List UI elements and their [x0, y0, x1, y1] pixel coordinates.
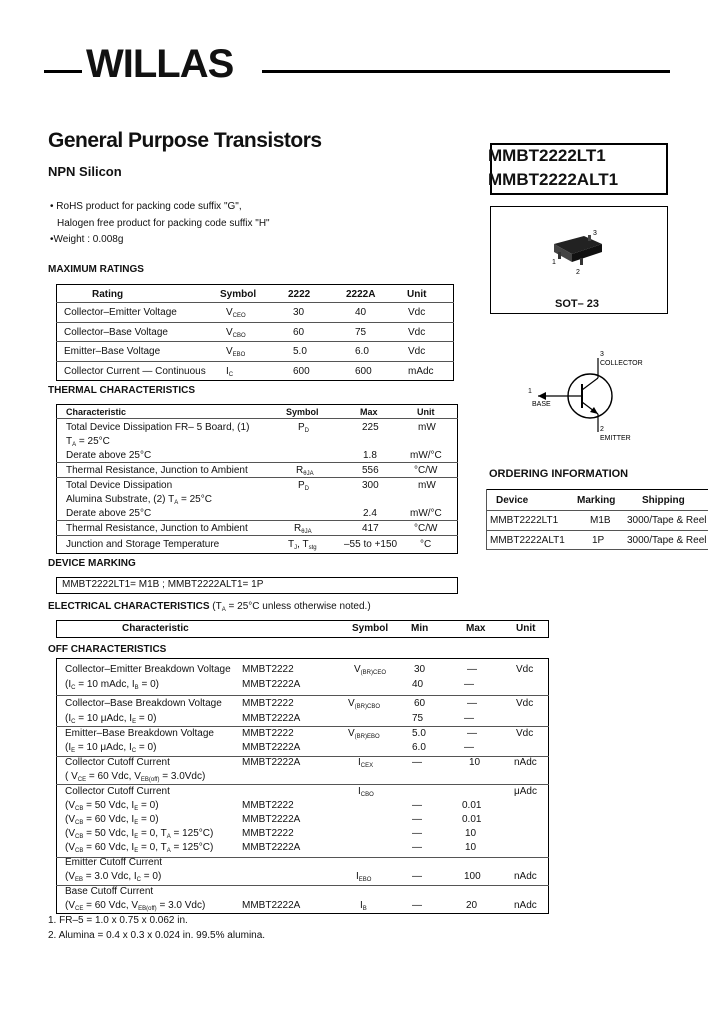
ord-row2-device: MMBT2222ALT1	[490, 535, 565, 546]
el-cell: nAdc	[514, 757, 537, 768]
el-cell: Emitter Cutoff Current	[65, 857, 163, 868]
el-cell: —	[412, 757, 422, 768]
part-number-2: MMBT2222ALT1	[488, 170, 619, 189]
mr-line	[56, 341, 454, 342]
ord-row1-device: MMBT2222LT1	[490, 515, 559, 526]
th-r1-sym: $P_D$	[298, 422, 310, 434]
th-r3c: Derate above 25°C	[66, 508, 152, 519]
el-cell: 5.0	[412, 728, 426, 739]
el-cell: ($I_C = 10$ mAdc, $I_B = 0$)	[65, 679, 159, 691]
device-marking-heading: DEVICE MARKING	[48, 558, 136, 569]
th-r5-sym: $T_J$, $T_{stg}$	[288, 539, 317, 551]
el-cell: —	[412, 814, 422, 825]
th-r2: Thermal Resistance, Junction to Ambient	[66, 465, 248, 476]
el-cell: —	[412, 800, 422, 811]
el-cell: MMBT2222	[242, 800, 294, 811]
mr-header-symbol: Symbol	[220, 289, 257, 300]
el-cell: ( $V_{CE} = 60$ Vdc, $V_{EB(off)} = 3.0Vdc$)	[65, 771, 206, 783]
el-cell: 10	[465, 842, 477, 853]
thermal-heading: THERMAL CHARACTERISTICS	[48, 385, 196, 396]
el-cell: ($V_{CE} = 60$ Vdc, $V_{EB(off)} = 3.0$ Vdc)	[65, 900, 206, 912]
el-cell: ($V_{CB} = 60$ Vdc, $I_E = 0$, $T_A = 125^\circ C$)	[65, 842, 214, 854]
el-header-max: Max	[466, 623, 486, 634]
header-rule-left	[44, 70, 82, 73]
ord-row2-shipping: 3000/Tape & Reel	[627, 535, 707, 546]
el-cell: ($I_E = 10$ μAdc, $I_C = 0$)	[65, 742, 157, 754]
mr-header-2222a: 2222A	[346, 289, 376, 300]
th-r1-unit2: mW/°C	[410, 450, 442, 461]
th-header-char: Characteristic	[66, 407, 127, 417]
mr-symbol: $I_C$	[226, 366, 234, 378]
el-cell: —	[467, 728, 477, 739]
el-cell: —	[412, 842, 422, 853]
mr-value-2222: 600	[293, 366, 310, 377]
el-cell: ($V_{CB} = 50$ Vdc, $I_E = 0$)	[65, 800, 159, 812]
th-line	[56, 477, 458, 478]
npn-transistor-schematic-icon	[530, 348, 670, 446]
ord-row2-marking: 1P	[592, 535, 605, 546]
mr-line	[56, 302, 454, 303]
el-line	[56, 784, 549, 785]
mr-rating: Collector–Emitter Voltage	[64, 307, 177, 318]
ord-line	[486, 489, 708, 490]
el-cell: 75	[412, 713, 424, 724]
el-cell: 10	[469, 757, 481, 768]
el-cell: —	[464, 713, 474, 724]
el-cell: 60	[414, 698, 426, 709]
el-cell: MMBT2222A	[242, 713, 301, 724]
el-cell: ($V_{EB} = 3.0$ Vdc, $I_C = 0$)	[65, 871, 162, 883]
max-ratings-heading: MAXIMUM RATINGS	[48, 264, 144, 275]
ord-line	[486, 510, 708, 511]
th-r4-max: 417	[362, 523, 379, 534]
note-2: 2. Alumina = 0.4 x 0.3 x 0.024 in. 99.5% alumina.	[48, 930, 266, 941]
mr-rating: Collector Current — Continuous	[64, 366, 206, 377]
el-cell: 20	[466, 900, 478, 911]
mr-header-unit: Unit	[407, 289, 427, 300]
el-cell: 40	[412, 679, 424, 690]
el-cell: Base Cutoff Current	[65, 886, 154, 897]
mr-symbol: $V_{CEO}$	[226, 307, 246, 319]
el-cell: ($V_{CB} = 60$ Vdc, $I_E = 0$)	[65, 814, 159, 826]
package-label: SOT– 23	[555, 298, 600, 310]
el-cell: —	[412, 900, 422, 911]
th-header-symbol: Symbol	[286, 407, 319, 417]
mr-header-rating: Rating	[92, 289, 124, 300]
el-cell: MMBT2222A	[242, 742, 301, 753]
th-r2-unit: °C/W	[414, 465, 438, 476]
el-cell: MMBT2222	[242, 664, 294, 675]
el-line	[56, 695, 549, 696]
page-subtitle: NPN Silicon	[48, 164, 122, 179]
el-cell: ($V_{CB} = 50$ Vdc, $I_E = 0$, $T_A = 125^\circ C$)	[65, 828, 214, 840]
th-line	[56, 520, 458, 521]
device-marking-text: MMBT2222LT1= M1B ; MMBT2222ALT1= 1P	[62, 579, 264, 590]
el-cell: 10	[465, 828, 477, 839]
part-number-1: MMBT2222LT1	[488, 146, 606, 165]
th-r2-max: 556	[362, 465, 379, 476]
mr-value-2222a: 600	[355, 366, 372, 377]
note-1: 1. FR–5 = 1.0 x 0.75 x 0.062 in.	[48, 915, 188, 926]
el-cell: MMBT2222	[242, 698, 294, 709]
el-cell: —	[464, 679, 474, 690]
svg-text:COLLECTOR: COLLECTOR	[600, 360, 643, 367]
th-r3-unit: mW	[418, 480, 436, 491]
th-r2-sym: $R_{\theta JA}$	[296, 465, 314, 477]
th-r1-max2: 1.8	[363, 450, 377, 461]
el-cell: —	[412, 828, 422, 839]
ord-line	[486, 530, 708, 531]
mr-value-2222: 5.0	[293, 346, 307, 357]
el-cell: 100	[464, 871, 481, 882]
svg-text:1: 1	[552, 259, 556, 266]
mr-value-2222a: 75	[355, 327, 367, 338]
el-cell: Vdc	[516, 728, 534, 739]
el-cell: nAdc	[514, 871, 537, 882]
el-cell: $V_{(BR)CEO}$	[354, 664, 387, 676]
mr-unit: Vdc	[408, 327, 426, 338]
svg-text:3: 3	[600, 351, 604, 358]
mr-symbol: $V_{CBO}$	[226, 327, 246, 339]
el-cell: 30	[414, 664, 426, 675]
mr-unit: Vdc	[408, 346, 426, 357]
th-r4-unit: °C/W	[414, 523, 438, 534]
el-cell: $I_{CEX}$	[358, 757, 374, 769]
el-cell: 0.01	[462, 814, 482, 825]
ord-header-device: Device	[496, 495, 529, 506]
el-cell: Collector–Emitter Breakdown Voltage	[65, 664, 231, 675]
bullet-rohs: • RoHS product for packing code suffix "G",	[50, 201, 242, 212]
el-cell: $I_{EBO}$	[356, 871, 372, 883]
mr-symbol: $V_{EBO}$	[226, 346, 246, 358]
th-line	[56, 462, 458, 463]
mr-value-2222a: 40	[355, 307, 367, 318]
th-line	[56, 535, 458, 536]
el-cell: Emitter–Base Breakdown Voltage	[65, 728, 214, 739]
th-header-max: Max	[360, 407, 378, 417]
el-cell: ($I_C = 10$ μAdc, $I_E = 0$)	[65, 713, 157, 725]
el-cell: Collector–Base Breakdown Voltage	[65, 698, 222, 709]
off-char-heading: OFF CHARACTERISTICS	[48, 644, 167, 655]
th-r3b: Alumina Substrate, (2) $T_A = 25^\circ C$	[66, 494, 212, 506]
header-rule-right	[262, 70, 670, 73]
th-r3-max: 300	[362, 480, 379, 491]
bullet-halogen: Halogen free product for packing code suffix "H"	[57, 218, 270, 229]
svg-text:EMITTER: EMITTER	[600, 435, 631, 442]
el-cell: MMBT2222A	[242, 900, 301, 911]
el-cell: MMBT2222A	[242, 757, 301, 768]
mr-unit: mAdc	[408, 366, 434, 377]
el-cell: nAdc	[514, 900, 537, 911]
el-cell: Collector Cutoff Current	[65, 757, 170, 768]
el-cell: —	[467, 664, 477, 675]
el-cell: 6.0	[412, 742, 426, 753]
el-cell: MMBT2222A	[242, 814, 301, 825]
el-cell: MMBT2222	[242, 828, 294, 839]
ord-vline	[486, 489, 487, 550]
el-cell: μAdc	[514, 786, 537, 797]
el-cell: $V_{(BR)CBO}$	[348, 698, 381, 710]
mr-rating: Collector–Base Voltage	[64, 327, 168, 338]
ord-header-marking: Marking	[577, 495, 616, 506]
ord-row1-marking: M1B	[590, 515, 611, 526]
el-header-min: Min	[411, 623, 429, 634]
el-line	[56, 726, 549, 727]
sot23-package-icon	[540, 224, 620, 280]
el-cell: Vdc	[516, 664, 534, 675]
th-r3a: Total Device Dissipation	[66, 480, 173, 491]
th-r4: Thermal Resistance, Junction to Ambient	[66, 523, 248, 534]
th-r1-unit: mW	[418, 422, 436, 433]
el-cell: —	[467, 698, 477, 709]
el-cell: MMBT2222A	[242, 679, 301, 690]
mr-rating: Emitter–Base Voltage	[64, 346, 161, 357]
page-title: General Purpose Transistors	[48, 129, 322, 152]
th-r5-max: –55 to +150	[344, 539, 398, 550]
th-r1b: $T_A = 25^\circ C$	[66, 436, 110, 448]
svg-text:3: 3	[593, 230, 597, 237]
th-r1a: Total Device Dissipation FR– 5 Board, (1)	[66, 422, 250, 433]
svg-text:2: 2	[600, 426, 604, 433]
el-cell: —	[412, 871, 422, 882]
ordering-heading: ORDERING INFORMATION	[489, 468, 629, 480]
ord-header-shipping: Shipping	[642, 495, 685, 506]
brand-logo: WILLAS	[86, 42, 234, 86]
th-r1c: Derate above 25°C	[66, 450, 152, 461]
mr-value-2222: 60	[293, 327, 305, 338]
el-header-unit: Unit	[516, 623, 536, 634]
el-cell: —	[464, 742, 474, 753]
th-r5-unit: °C	[420, 539, 432, 550]
th-r1-max: 225	[362, 422, 379, 433]
pin1-label: 1	[528, 388, 532, 395]
ord-row1-shipping: 3000/Tape & Reel	[627, 515, 707, 526]
ord-line	[486, 549, 708, 550]
th-line	[56, 418, 458, 419]
el-cell: MMBT2222	[242, 728, 294, 739]
el-cell: Vdc	[516, 698, 534, 709]
th-r5: Junction and Storage Temperature	[66, 539, 220, 550]
el-cell: 0.01	[462, 800, 482, 811]
svg-text:BASE: BASE	[532, 401, 551, 408]
el-cell: Collector Cutoff Current	[65, 786, 170, 797]
mr-unit: Vdc	[408, 307, 426, 318]
el-cell: $V_{(BR)EBO}$	[348, 728, 380, 740]
bullet-weight: •Weight : 0.008g	[50, 234, 124, 245]
el-header-char: Characteristic	[122, 623, 189, 634]
mr-line	[56, 361, 454, 362]
mr-line	[56, 322, 454, 323]
svg-text:2: 2	[576, 269, 580, 276]
th-r3-sym: $P_D$	[298, 480, 310, 492]
th-r3-max2: 2.4	[363, 508, 377, 519]
th-header-unit: Unit	[417, 407, 435, 417]
mr-header-2222: 2222	[288, 289, 311, 300]
electrical-heading: ELECTRICAL CHARACTERISTICS ($T_A = 25^\circ C$ unless otherwise noted.)	[48, 601, 371, 613]
el-cell: $I_{CBO}$	[358, 786, 374, 798]
mr-value-2222a: 6.0	[355, 346, 369, 357]
el-cell: $I_B$	[360, 900, 367, 912]
mr-value-2222: 30	[293, 307, 305, 318]
th-r3-unit2: mW/°C	[410, 508, 442, 519]
el-cell: MMBT2222A	[242, 842, 301, 853]
th-r4-sym: $R_{\theta JA}$	[294, 523, 312, 535]
el-header-symbol: Symbol	[352, 623, 389, 634]
